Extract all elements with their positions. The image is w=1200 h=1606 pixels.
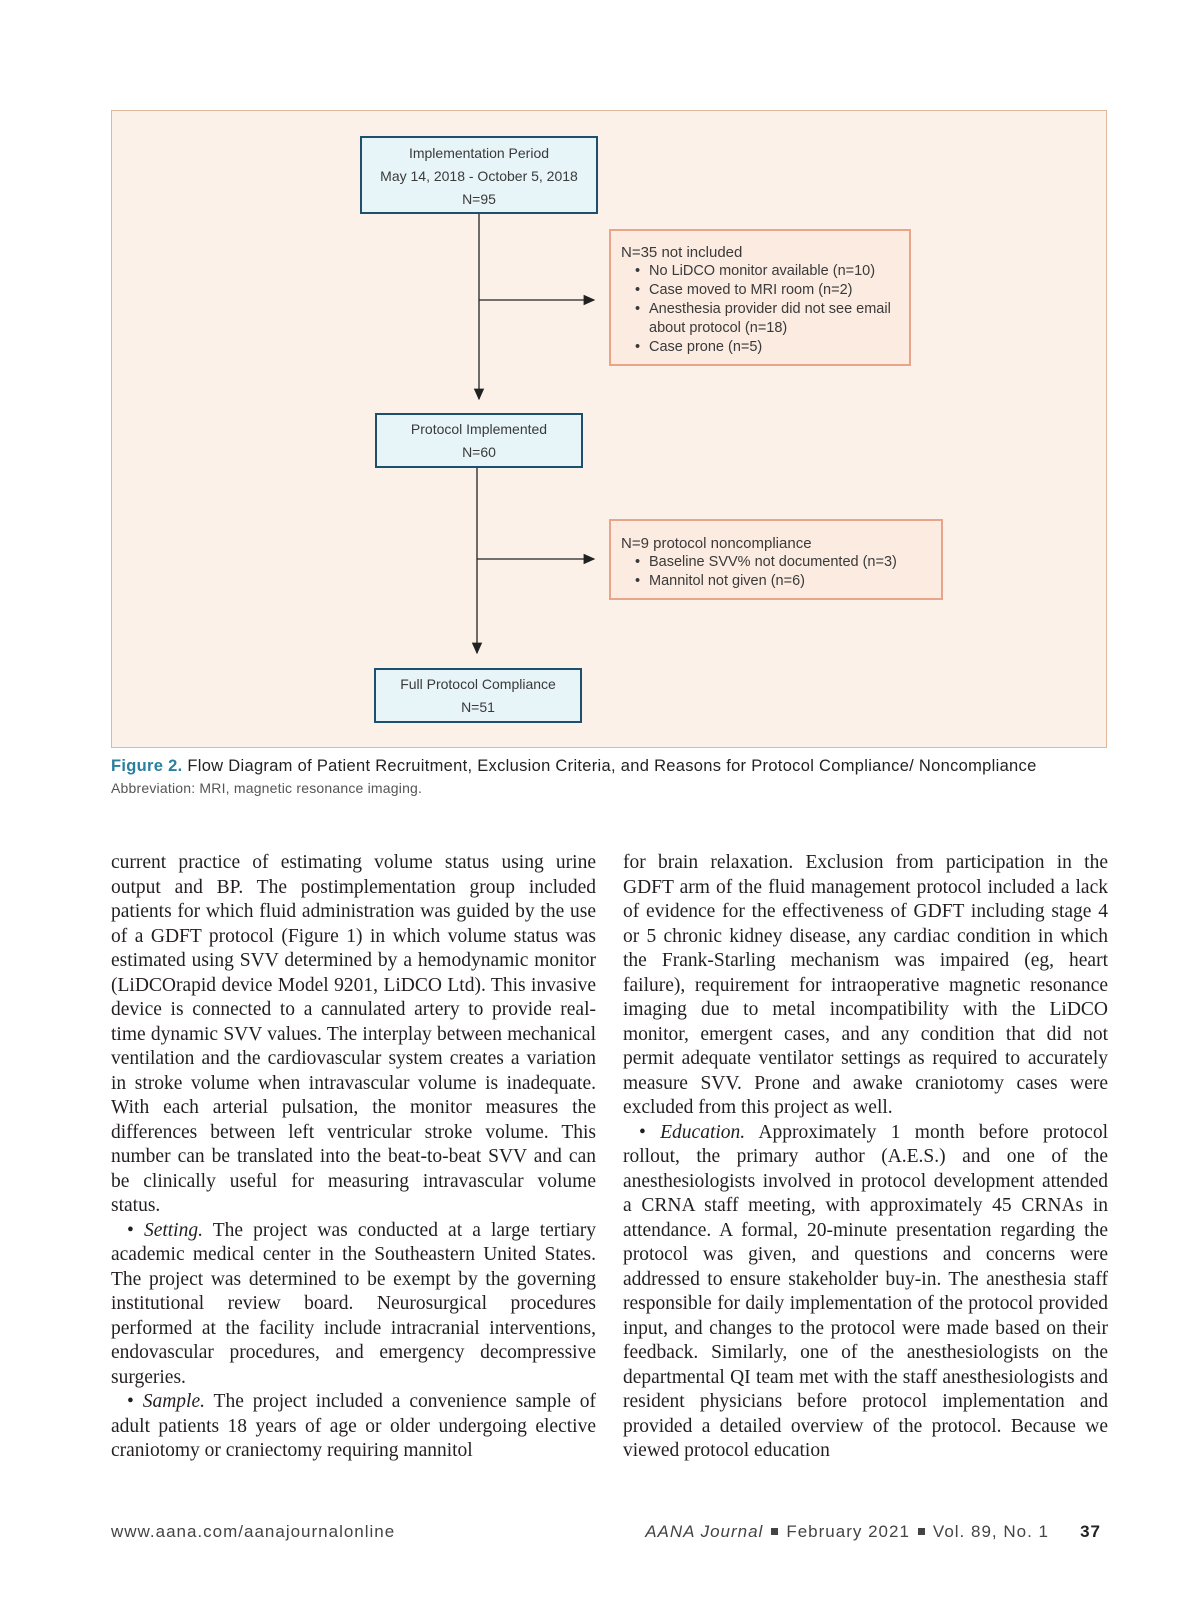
noncompliance-box [609, 519, 943, 600]
paragraph: current practice of estimating volume status using urine output and BP. The postimplementation group included patients for which fluid administration was guided by the use of a GDFT protocol (Figure 1) in which volume status was estimated using SVV determined by a hemodynamic monitor (LiDCOrapid device Model 9201, LiDCO Ltd). This invasive device is connected to a cannulated artery to provide real-time dynamic SVV values. The interplay between mechanical ventilation and the cardiovascular system creates a variation in stroke volume when intravascular volume is inadequate. With each arterial pulsation, the monitor measures the differences between left ventricular stroke volume. This number can be translated into the beat-to-beat SVV and can be clinically useful for measuring intravascular volume status. [111, 852, 596, 1216]
implementation-n: N=95 [462, 191, 496, 207]
protocol-n: N=60 [462, 444, 496, 460]
protocol-implemented-box [375, 413, 583, 468]
footer-journal: AANA Journal [645, 1522, 764, 1541]
page-footer [111, 1522, 1101, 1546]
separator-square-icon [771, 1528, 778, 1535]
paragraph-setting: • Setting. The project was conducted at a large tertiary academic medical center in the Southeastern United States. The project was determined to be exempt by the governing institutional review board. Neurosurgical procedures performed at the facility include intracranial interventions, endovascular procedures, and emergency decompressive surgeries. [111, 1219, 596, 1388]
paragraph-education: • Education. Approximately 1 month before protocol rollout, the primary author (A.E.S.) and one of the anesthesiologists involved in protocol development attended a CRNA staff meeting, with approximately 45 CRNAs in attendance. A formal, 20-minute presentation regarding the protocol was given, and questions and concerns were addressed to ensure stakeholder buy-in. The anesthesia staff responsible for daily implementation of the protocol provided input, and changes to the protocol were made based on their feedback. Similarly, one of the anesthesiologists on the departmental QI team met with the staff anesthesiologists and resident physicians before protocol implementation and provided a detailed overview of the protocol. Because we viewed protocol education [623, 1121, 1108, 1461]
paragraph: for brain relaxation. Exclusion from participation in the GDFT arm of the fluid management protocol included a lack of evidence for the effectiveness of GDFT including stage 4 or 5 chronic kidney disease, any cardiac condition in which the Frank-Starling mechanism was impaired (eg, heart failure), requirement for intraoperative magnetic resonance imaging due to metal incompatibility with the LiDCO monitor, emergent cases, and any condition that did not permit adequate ventilator settings as required to accurately measure SVV. Prone and awake craniotomy cases were excluded from this project as well. [623, 852, 1108, 1118]
excluded-box [609, 229, 911, 366]
figure-caption [111, 754, 1111, 798]
separator-square-icon [918, 1528, 925, 1535]
sample-label: Sample. [142, 1391, 205, 1412]
noncompliance-item: • Mannitol not given (n=6) [635, 572, 931, 591]
full-compliance-box [374, 668, 582, 723]
implementation-title: Implementation Period [408, 145, 550, 161]
noncompliance-item: • Baseline SVV% not documented (n=3) [635, 553, 931, 572]
sample-text: The project included a convenience sample of adult patients 18 years of age or older undergoing elective craniotomy or craniectomy requiring mannitol [111, 1391, 597, 1461]
full-title: Full Protocol Compliance [400, 676, 556, 692]
flow-diagram-figure [111, 110, 1107, 748]
setting-text: The project was conducted at a large tertiary academic medical center in the Southeastern United States. The project was determined to be exempt by the governing institutional review board. Neurosurgical procedures performed at the facility include intracranial interventions, endovascular procedures, and emergency decompressive surgeries. [111, 1219, 596, 1388]
setting-label: Setting. [143, 1219, 203, 1241]
implementation-dates: May 14, 2018 - October 5, 2018 [380, 168, 578, 184]
page-number: 37 [1080, 1522, 1101, 1541]
footer-journal-info [645, 1522, 1049, 1542]
figure-label: Figure 2. [111, 757, 183, 775]
excluded-item: • No LiDCO monitor available (n=10) [635, 262, 899, 281]
excluded-item: • Anesthesia provider did not see email about protocol (n=18) [635, 300, 899, 338]
footer-volume: Vol. 89, No. 1 [932, 1522, 1049, 1541]
implementation-period-box [360, 136, 598, 214]
figure-abbreviation: Abbreviation: MRI, magnetic resonance imaging. [111, 780, 423, 796]
noncompliance-head: N=9 protocol noncompliance [621, 535, 812, 552]
excluded-item: • Case moved to MRI room (n=2) [635, 281, 899, 300]
figure-caption-text: Flow Diagram of Patient Recruitment, Exclusion Criteria, and Reasons for Protocol Compliance/ Noncompliance [187, 757, 1037, 775]
footer-date: February 2021 [786, 1522, 910, 1541]
education-label: Education. [660, 1121, 746, 1143]
left-column [111, 851, 596, 1464]
full-n: N=51 [461, 699, 495, 715]
protocol-title: Protocol Implemented [410, 421, 548, 437]
education-text: Approximately 1 month before protocol rollout, the primary author (A.E.S.) and one of the anesthesiologists involved in protocol development attended a CRNA staff meeting, with approximately 45 CRNAs in attendance. A formal, 20-minute presentation regarding the protocol was given, and questions and concerns were addressed to ensure stakeholder buy-in. The anesthesia staff responsible for daily implementation of the protocol provided input, and changes to the protocol were made based on their feedback. Similarly, one of the anesthesiologists on the departmental QI team met with the staff anesthesiologists and resident physicians before protocol implementation and provided a detailed overview of the protocol. Because we viewed protocol education [623, 1121, 1108, 1461]
right-column [623, 851, 1108, 1464]
paragraph-sample: • Sample. The project included a convenience sample of adult patients 18 years of age or older undergoing elective craniotomy or craniectomy requiring mannitol [111, 1391, 597, 1461]
excluded-head: N=35 not included [621, 244, 743, 261]
noncompliance-list [621, 553, 931, 591]
excluded-list [621, 262, 899, 357]
footer-url[interactable]: www.aana.com/aanajournalonline [111, 1522, 396, 1541]
flow-connectors [112, 111, 1108, 749]
excluded-item: • Case prone (n=5) [635, 338, 899, 357]
